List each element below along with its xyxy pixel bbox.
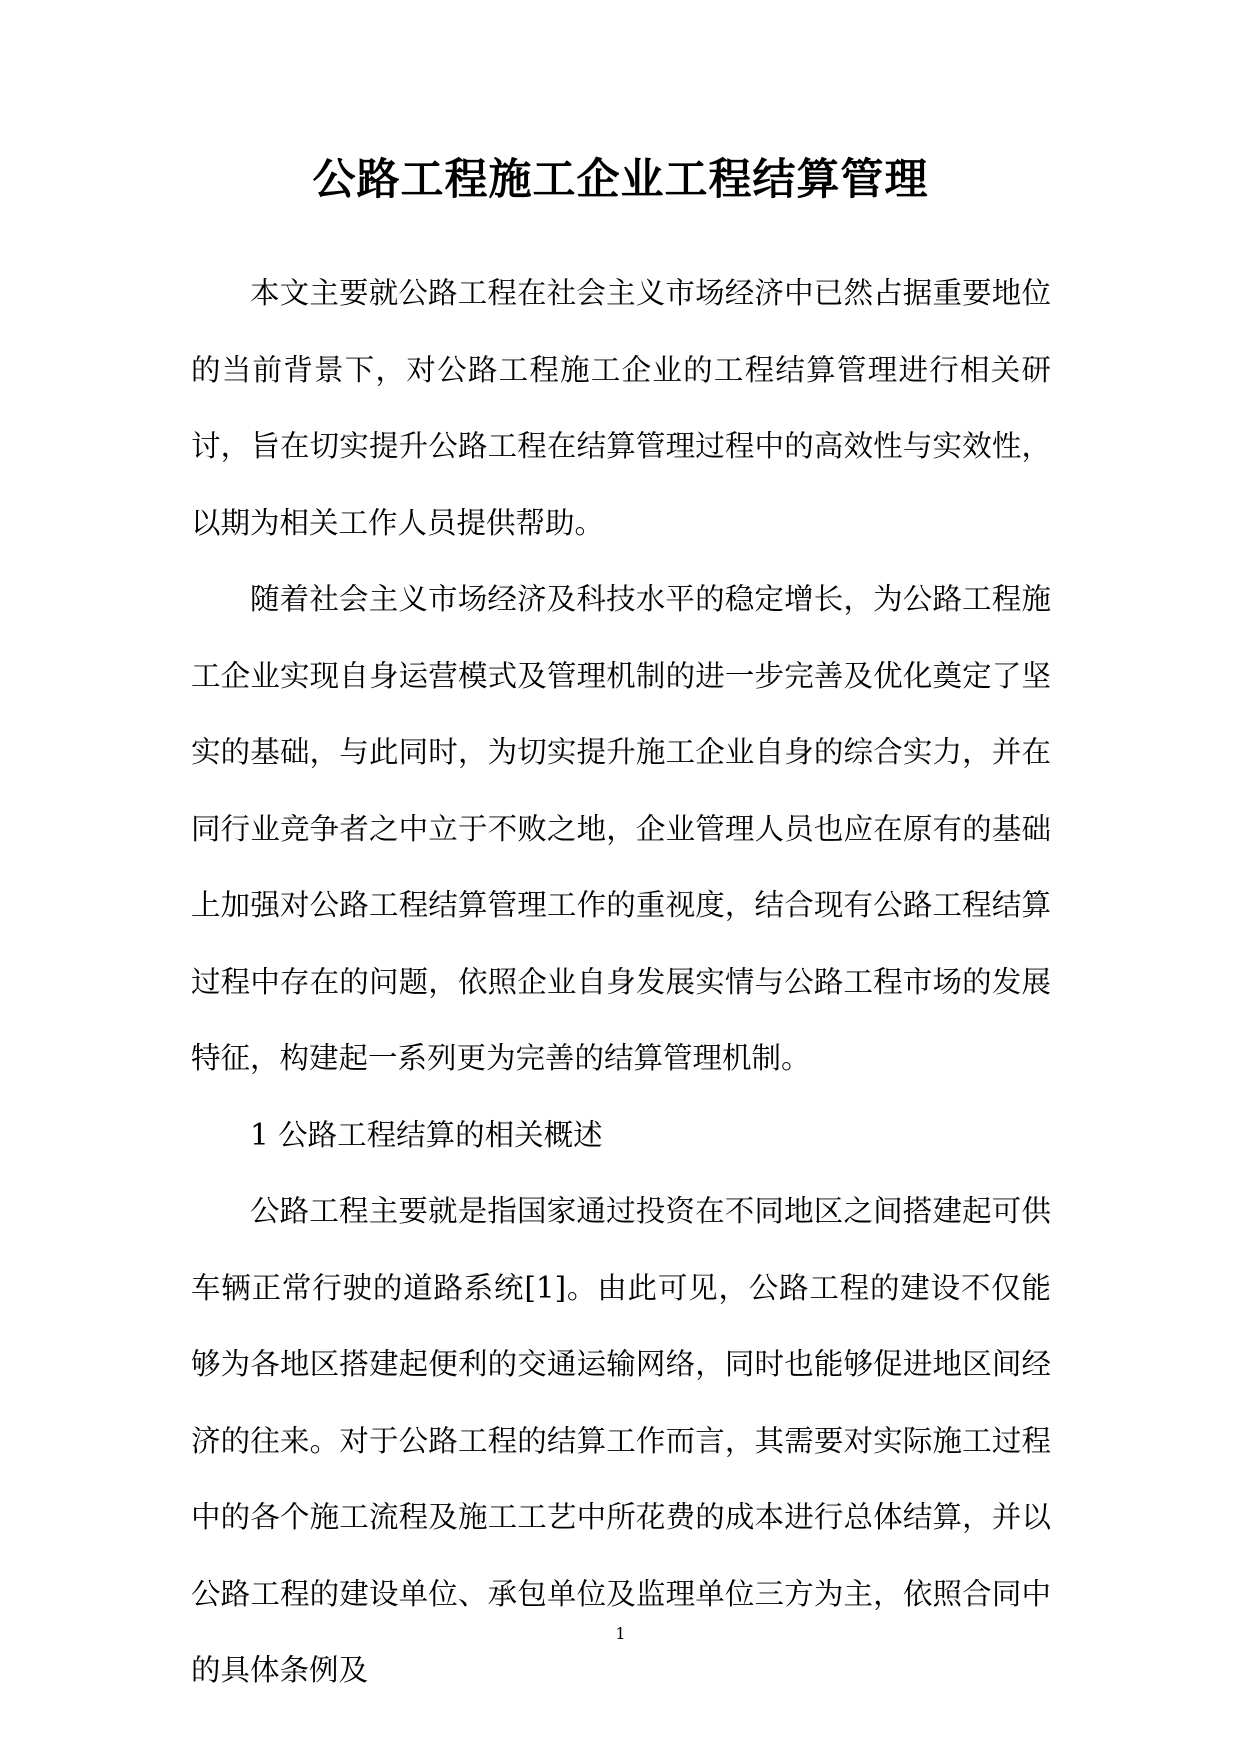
document-body — [191, 255, 1051, 1709]
document-title: 公路工程施工企业工程结算管理 — [312, 155, 929, 205]
intro-paragraph-background: 随着社会主义市场经济及科技水平的稳定增长，为公路工程施工企业实现自身运营模式及管理机制的进一步完善及优化奠定了坚实的基础，与此同时，为切实提升施工企业自身的综合实力，并在同行业竞争者之中立于不败之地，企业管理人员也应在原有的基础上加强对公路工程结算管理工作的重视度，结合现有公路工程结算过程中存在的问题，依照企业自身发展实情与公路工程市场的发展特征，构建起一系列更为完善的结算管理机制。 — [191, 582, 1051, 1075]
section-heading: 1 公路工程结算的相关概述 — [250, 1117, 603, 1152]
section-paragraph: 公路工程主要就是指国家通过投资在不同地区之间搭建起可供车辆正常行驶的道路系统[1]。由此可见，公路工程的建设不仅能够为各地区搭建起便利的交通运输网络，同时也能够促进地区间经济的往来。对于公路工程的结算工作而言，其需要对实际施工过程中的各个施工流程及施工工艺中所花费的成本进行总体结算，并以公路工程的建设单位、承包单位及监理单位三方为主，依照合同中的具体条例及 — [191, 1194, 1051, 1687]
page-number: 1 — [615, 1624, 626, 1643]
intro-paragraph-abstract: 本文主要就公路工程在社会主义市场经济中已然占据重要地位的当前背景下，对公路工程施工企业的工程结算管理进行相关研讨，旨在切实提升公路工程在结算管理过程中的高效性与实效性，以期为相关工作人员提供帮助。 — [191, 276, 1051, 540]
